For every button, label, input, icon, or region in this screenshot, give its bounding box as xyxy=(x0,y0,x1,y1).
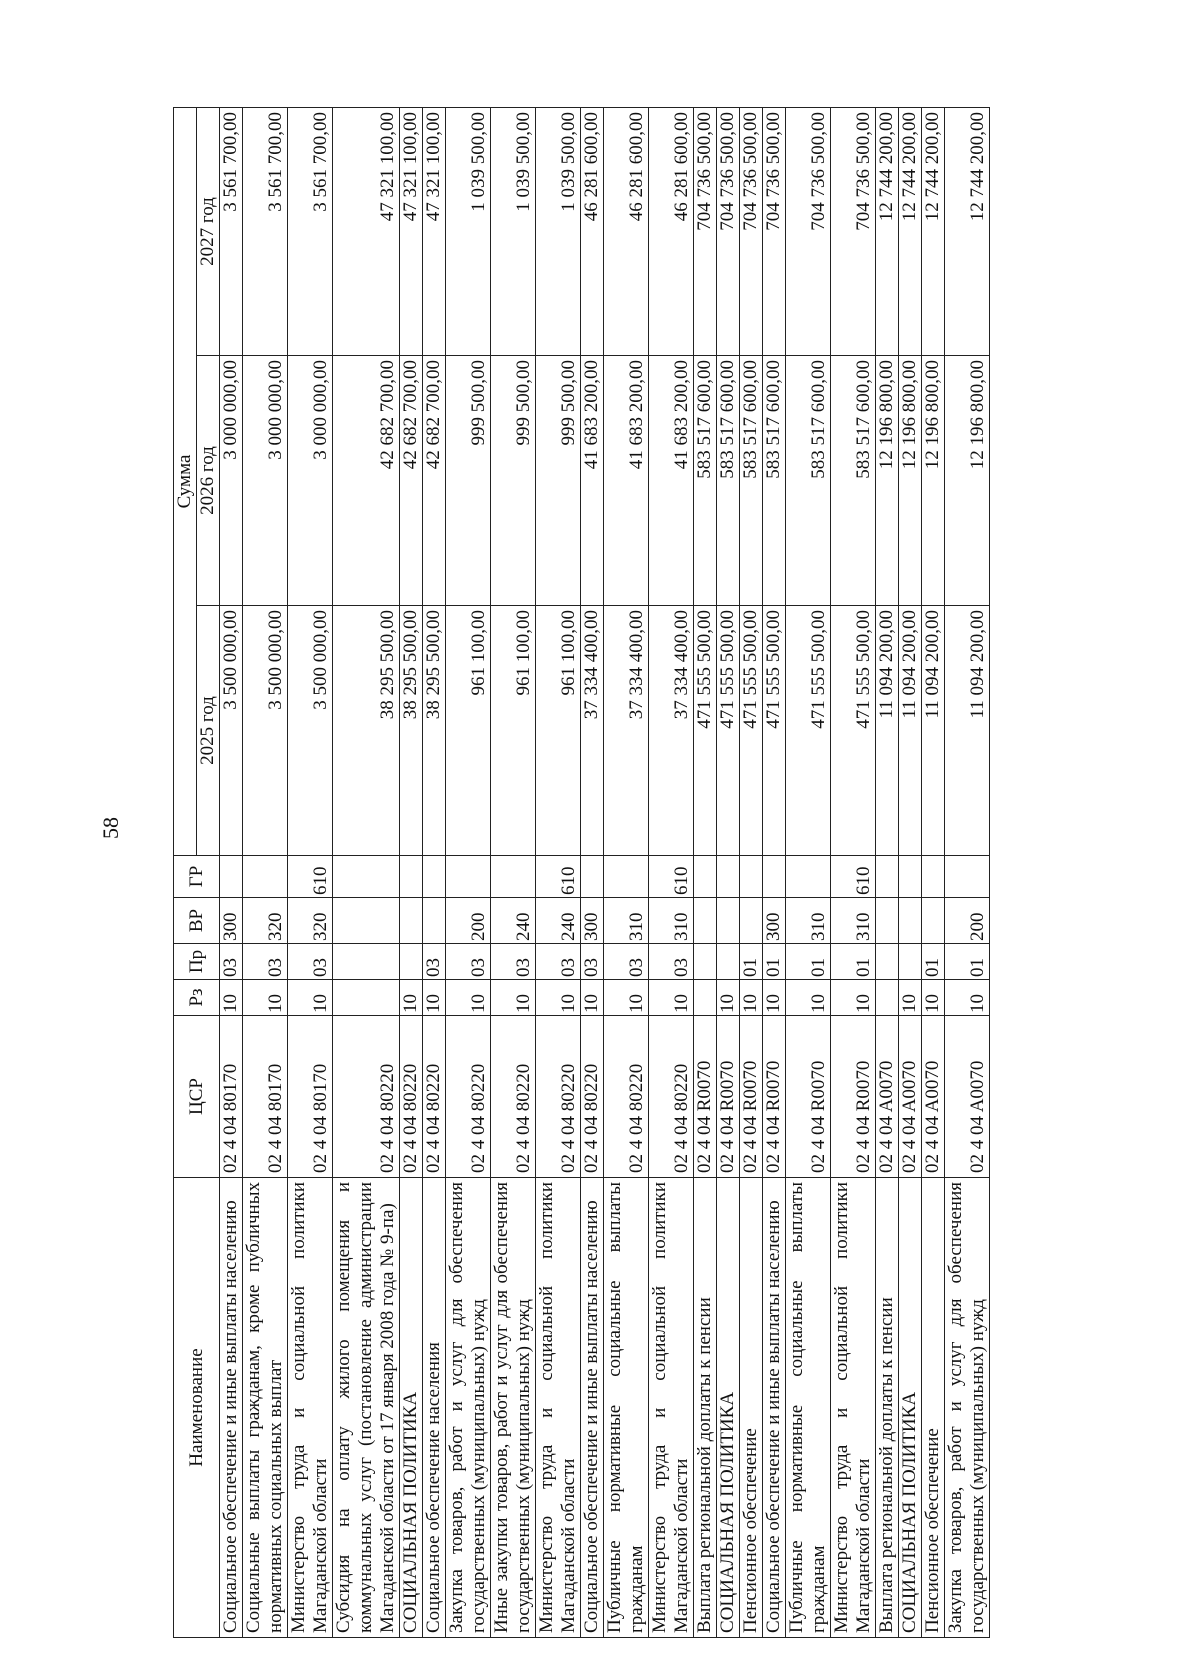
row-name: Закупка товаров, работ и услуг для обеспечения государственных (муниципальных) нужд xyxy=(446,1178,491,1638)
row-vr xyxy=(899,898,922,944)
header-vr: ВР xyxy=(174,898,220,944)
row-gr xyxy=(876,856,899,898)
row-sum-2025: 38 295 500,00 xyxy=(333,606,400,856)
row-sum-2025: 11 094 200,00 xyxy=(945,606,990,856)
row-sum-2027: 46 281 600,00 xyxy=(581,108,604,356)
row-gr xyxy=(581,856,604,898)
row-name: Публичные нормативные социальные выплаты гражданам xyxy=(604,1178,649,1638)
row-rz: 10 xyxy=(831,980,876,1016)
row-csr: 02 4 04 R0070 xyxy=(763,1016,786,1178)
row-csr: 02 4 04 80220 xyxy=(423,1016,446,1178)
row-sum-2027: 704 736 500,00 xyxy=(717,108,740,356)
table-row xyxy=(243,108,288,1638)
row-name: Субсидия на оплату жилого помещения и коммунальных услуг (постановление администрации Магаданской области от 17 января 2008 года № 9-па) xyxy=(333,1178,400,1638)
row-csr: 02 4 04 R0070 xyxy=(831,1016,876,1178)
row-name: СОЦИАЛЬНАЯ ПОЛИТИКА xyxy=(899,1178,922,1638)
row-sum-2026: 583 517 600,00 xyxy=(831,356,876,606)
row-sum-2026: 41 683 200,00 xyxy=(604,356,649,606)
row-sum-2025: 961 100,00 xyxy=(536,606,581,856)
row-csr: 02 4 04 80220 xyxy=(581,1016,604,1178)
row-csr: 02 4 04 80170 xyxy=(243,1016,288,1178)
row-rz: 10 xyxy=(220,980,243,1016)
header-pr: Пр xyxy=(174,944,220,980)
row-sum-2026: 41 683 200,00 xyxy=(581,356,604,606)
row-sum-2026: 42 682 700,00 xyxy=(423,356,446,606)
row-gr: 610 xyxy=(288,856,333,898)
row-sum-2026: 41 683 200,00 xyxy=(649,356,694,606)
row-sum-2027: 704 736 500,00 xyxy=(740,108,763,356)
row-pr: 03 xyxy=(220,944,243,980)
row-vr: 200 xyxy=(446,898,491,944)
row-name: Министерство труда и социальной политики Магаданской области xyxy=(288,1178,333,1638)
row-gr xyxy=(694,856,717,898)
row-sum-2026: 999 500,00 xyxy=(536,356,581,606)
row-rz: 10 xyxy=(581,980,604,1016)
table-row xyxy=(945,108,990,1638)
row-rz: 10 xyxy=(400,980,423,1016)
row-sum-2026: 42 682 700,00 xyxy=(333,356,400,606)
row-name: Социальное обеспечение и иные выплаты населению xyxy=(581,1178,604,1638)
row-name: Министерство труда и социальной политики Магаданской области xyxy=(831,1178,876,1638)
row-sum-2026: 583 517 600,00 xyxy=(694,356,717,606)
table-row xyxy=(899,108,922,1638)
row-rz: 10 xyxy=(786,980,831,1016)
row-sum-2026: 583 517 600,00 xyxy=(717,356,740,606)
row-rz: 10 xyxy=(649,980,694,1016)
row-pr xyxy=(400,944,423,980)
table-row xyxy=(740,108,763,1638)
table-row xyxy=(831,108,876,1638)
row-gr xyxy=(333,856,400,898)
row-pr xyxy=(694,944,717,980)
row-sum-2025: 38 295 500,00 xyxy=(423,606,446,856)
row-vr xyxy=(423,898,446,944)
row-csr: 02 4 04 A0070 xyxy=(945,1016,990,1178)
row-gr xyxy=(446,856,491,898)
row-sum-2026: 999 500,00 xyxy=(446,356,491,606)
row-gr xyxy=(243,856,288,898)
row-sum-2025: 961 100,00 xyxy=(491,606,536,856)
row-csr: 02 4 04 A0070 xyxy=(899,1016,922,1178)
row-rz: 10 xyxy=(922,980,945,1016)
row-rz: 10 xyxy=(243,980,288,1016)
table-row xyxy=(333,108,400,1638)
header-csr: ЦСР xyxy=(174,1016,220,1178)
row-vr: 310 xyxy=(604,898,649,944)
table-row xyxy=(536,108,581,1638)
row-rz: 10 xyxy=(536,980,581,1016)
row-pr: 01 xyxy=(945,944,990,980)
row-gr xyxy=(717,856,740,898)
row-vr xyxy=(694,898,717,944)
row-sum-2026: 999 500,00 xyxy=(491,356,536,606)
table-row xyxy=(717,108,740,1638)
row-pr: 01 xyxy=(763,944,786,980)
row-gr: 610 xyxy=(649,856,694,898)
row-sum-2026: 12 196 800,00 xyxy=(876,356,899,606)
row-sum-2025: 471 555 500,00 xyxy=(831,606,876,856)
row-gr xyxy=(604,856,649,898)
row-csr: 02 4 04 80220 xyxy=(400,1016,423,1178)
row-sum-2027: 3 561 700,00 xyxy=(288,108,333,356)
row-sum-2027: 47 321 100,00 xyxy=(400,108,423,356)
header-2026: 2026 год xyxy=(197,356,220,606)
row-sum-2025: 11 094 200,00 xyxy=(876,606,899,856)
row-rz: 10 xyxy=(288,980,333,1016)
row-name: СОЦИАЛЬНАЯ ПОЛИТИКА xyxy=(400,1178,423,1638)
row-pr xyxy=(899,944,922,980)
row-sum-2027: 704 736 500,00 xyxy=(694,108,717,356)
row-pr: 03 xyxy=(649,944,694,980)
row-vr xyxy=(717,898,740,944)
row-pr xyxy=(876,944,899,980)
table-row xyxy=(288,108,333,1638)
row-sum-2027: 47 321 100,00 xyxy=(423,108,446,356)
row-gr xyxy=(740,856,763,898)
table-row xyxy=(491,108,536,1638)
row-name: Министерство труда и социальной политики Магаданской области xyxy=(536,1178,581,1638)
row-pr: 03 xyxy=(446,944,491,980)
row-sum-2027: 1 039 500,00 xyxy=(536,108,581,356)
row-sum-2025: 471 555 500,00 xyxy=(694,606,717,856)
row-sum-2026: 3 000 000,00 xyxy=(220,356,243,606)
row-sum-2025: 471 555 500,00 xyxy=(786,606,831,856)
row-csr: 02 4 04 A0070 xyxy=(922,1016,945,1178)
row-vr: 200 xyxy=(945,898,990,944)
row-name: Закупка товаров, работ и услуг для обеспечения государственных (муниципальных) нужд xyxy=(945,1178,990,1638)
header-2027: 2027 год xyxy=(197,108,220,356)
row-name: Социальные выплаты гражданам, кроме публичных нормативных социальных выплат xyxy=(243,1178,288,1638)
row-gr xyxy=(491,856,536,898)
table-row xyxy=(649,108,694,1638)
row-sum-2025: 3 500 000,00 xyxy=(243,606,288,856)
row-sum-2025: 3 500 000,00 xyxy=(220,606,243,856)
row-csr: 02 4 04 R0070 xyxy=(717,1016,740,1178)
row-name: Пенсионное обеспечение xyxy=(922,1178,945,1638)
row-rz: 10 xyxy=(423,980,446,1016)
table-row xyxy=(763,108,786,1638)
row-rz: 10 xyxy=(740,980,763,1016)
row-sum-2025: 37 334 400,00 xyxy=(649,606,694,856)
row-name: Иные закупки товаров, работ и услуг для обеспечения государственных (муниципальных) нужд xyxy=(491,1178,536,1638)
budget-table-wrapper xyxy=(173,108,1108,1638)
row-sum-2025: 961 100,00 xyxy=(446,606,491,856)
row-sum-2027: 12 744 200,00 xyxy=(876,108,899,356)
row-pr: 03 xyxy=(536,944,581,980)
row-vr: 310 xyxy=(649,898,694,944)
row-sum-2027: 704 736 500,00 xyxy=(763,108,786,356)
row-name: Социальное обеспечение населения xyxy=(423,1178,446,1638)
row-vr xyxy=(876,898,899,944)
header-2025: 2025 год xyxy=(197,606,220,856)
row-vr: 320 xyxy=(288,898,333,944)
row-rz: 10 xyxy=(446,980,491,1016)
table-row xyxy=(423,108,446,1638)
row-pr: 03 xyxy=(581,944,604,980)
row-name: Министерство труда и социальной политики Магаданской области xyxy=(649,1178,694,1638)
row-sum-2026: 3 000 000,00 xyxy=(288,356,333,606)
header-sum: Сумма xyxy=(174,108,197,856)
row-sum-2026: 583 517 600,00 xyxy=(740,356,763,606)
row-vr: 240 xyxy=(536,898,581,944)
row-rz xyxy=(333,980,400,1016)
row-vr: 300 xyxy=(763,898,786,944)
row-csr: 02 4 04 R0070 xyxy=(786,1016,831,1178)
row-gr xyxy=(763,856,786,898)
row-rz xyxy=(694,980,717,1016)
row-name: СОЦИАЛЬНАЯ ПОЛИТИКА xyxy=(717,1178,740,1638)
row-sum-2027: 1 039 500,00 xyxy=(446,108,491,356)
row-vr xyxy=(922,898,945,944)
row-sum-2026: 3 000 000,00 xyxy=(243,356,288,606)
row-csr: 02 4 04 80220 xyxy=(649,1016,694,1178)
row-rz: 10 xyxy=(717,980,740,1016)
row-sum-2027: 12 744 200,00 xyxy=(899,108,922,356)
row-gr: 610 xyxy=(536,856,581,898)
row-name: Выплата региональной доплаты к пенсии xyxy=(694,1178,717,1638)
row-vr xyxy=(740,898,763,944)
row-csr: 02 4 04 R0070 xyxy=(740,1016,763,1178)
row-pr: 01 xyxy=(786,944,831,980)
row-gr: 610 xyxy=(831,856,876,898)
page-number: 58 xyxy=(98,817,123,839)
row-sum-2027: 46 281 600,00 xyxy=(604,108,649,356)
row-pr xyxy=(717,944,740,980)
table-row xyxy=(446,108,491,1638)
header-gr: ГР xyxy=(174,856,220,898)
header-name: Наименование xyxy=(174,1178,220,1638)
row-gr xyxy=(423,856,446,898)
table-row xyxy=(604,108,649,1638)
row-pr: 01 xyxy=(922,944,945,980)
row-csr: 02 4 04 80220 xyxy=(333,1016,400,1178)
row-sum-2027: 47 321 100,00 xyxy=(333,108,400,356)
table-row xyxy=(220,108,243,1638)
row-sum-2025: 471 555 500,00 xyxy=(717,606,740,856)
row-sum-2026: 12 196 800,00 xyxy=(922,356,945,606)
table-body xyxy=(220,108,990,1638)
table-header xyxy=(174,108,220,1638)
table-row xyxy=(922,108,945,1638)
row-name: Социальное обеспечение и иные выплаты населению xyxy=(220,1178,243,1638)
row-csr: 02 4 04 80220 xyxy=(446,1016,491,1178)
table-row xyxy=(876,108,899,1638)
row-name: Публичные нормативные социальные выплаты гражданам xyxy=(786,1178,831,1638)
row-pr: 03 xyxy=(604,944,649,980)
row-gr xyxy=(945,856,990,898)
row-vr: 310 xyxy=(831,898,876,944)
row-gr xyxy=(220,856,243,898)
row-rz: 10 xyxy=(763,980,786,1016)
row-sum-2026: 12 196 800,00 xyxy=(945,356,990,606)
row-sum-2026: 583 517 600,00 xyxy=(763,356,786,606)
row-sum-2027: 3 561 700,00 xyxy=(243,108,288,356)
row-gr xyxy=(786,856,831,898)
row-csr: 02 4 04 80170 xyxy=(288,1016,333,1178)
table-row xyxy=(400,108,423,1638)
row-sum-2025: 471 555 500,00 xyxy=(740,606,763,856)
row-rz: 10 xyxy=(945,980,990,1016)
row-pr: 01 xyxy=(740,944,763,980)
row-pr: 03 xyxy=(491,944,536,980)
row-rz: 10 xyxy=(604,980,649,1016)
row-sum-2025: 37 334 400,00 xyxy=(581,606,604,856)
row-name: Выплата региональной доплаты к пенсии xyxy=(876,1178,899,1638)
row-csr: 02 4 04 80170 xyxy=(220,1016,243,1178)
row-rz xyxy=(876,980,899,1016)
header-rz: Рз xyxy=(174,980,220,1016)
row-sum-2025: 11 094 200,00 xyxy=(922,606,945,856)
budget-table xyxy=(173,107,990,1638)
row-sum-2026: 583 517 600,00 xyxy=(786,356,831,606)
row-vr: 300 xyxy=(581,898,604,944)
row-sum-2025: 38 295 500,00 xyxy=(400,606,423,856)
table-row xyxy=(694,108,717,1638)
row-sum-2025: 3 500 000,00 xyxy=(288,606,333,856)
row-sum-2027: 46 281 600,00 xyxy=(649,108,694,356)
row-name: Социальное обеспечение и иные выплаты населению xyxy=(763,1178,786,1638)
row-vr xyxy=(400,898,423,944)
row-vr: 320 xyxy=(243,898,288,944)
row-sum-2027: 3 561 700,00 xyxy=(220,108,243,356)
row-name: Пенсионное обеспечение xyxy=(740,1178,763,1638)
row-vr xyxy=(333,898,400,944)
row-rz: 10 xyxy=(899,980,922,1016)
row-sum-2027: 12 744 200,00 xyxy=(922,108,945,356)
row-sum-2025: 37 334 400,00 xyxy=(604,606,649,856)
row-sum-2027: 1 039 500,00 xyxy=(491,108,536,356)
row-sum-2026: 42 682 700,00 xyxy=(400,356,423,606)
row-gr xyxy=(899,856,922,898)
row-sum-2027: 12 744 200,00 xyxy=(945,108,990,356)
row-sum-2027: 704 736 500,00 xyxy=(831,108,876,356)
row-vr: 310 xyxy=(786,898,831,944)
row-csr: 02 4 04 80220 xyxy=(604,1016,649,1178)
row-sum-2025: 471 555 500,00 xyxy=(763,606,786,856)
row-gr xyxy=(922,856,945,898)
row-sum-2027: 704 736 500,00 xyxy=(786,108,831,356)
row-csr: 02 4 04 R0070 xyxy=(694,1016,717,1178)
row-csr: 02 4 04 A0070 xyxy=(876,1016,899,1178)
row-csr: 02 4 04 80220 xyxy=(536,1016,581,1178)
row-vr: 240 xyxy=(491,898,536,944)
row-csr: 02 4 04 80220 xyxy=(491,1016,536,1178)
row-vr: 300 xyxy=(220,898,243,944)
table-row xyxy=(581,108,604,1638)
row-sum-2026: 12 196 800,00 xyxy=(899,356,922,606)
row-pr: 03 xyxy=(288,944,333,980)
row-pr: 03 xyxy=(243,944,288,980)
row-rz: 10 xyxy=(491,980,536,1016)
row-pr: 01 xyxy=(831,944,876,980)
row-pr xyxy=(333,944,400,980)
row-sum-2025: 11 094 200,00 xyxy=(899,606,922,856)
row-pr: 03 xyxy=(423,944,446,980)
table-row xyxy=(786,108,831,1638)
row-gr xyxy=(400,856,423,898)
